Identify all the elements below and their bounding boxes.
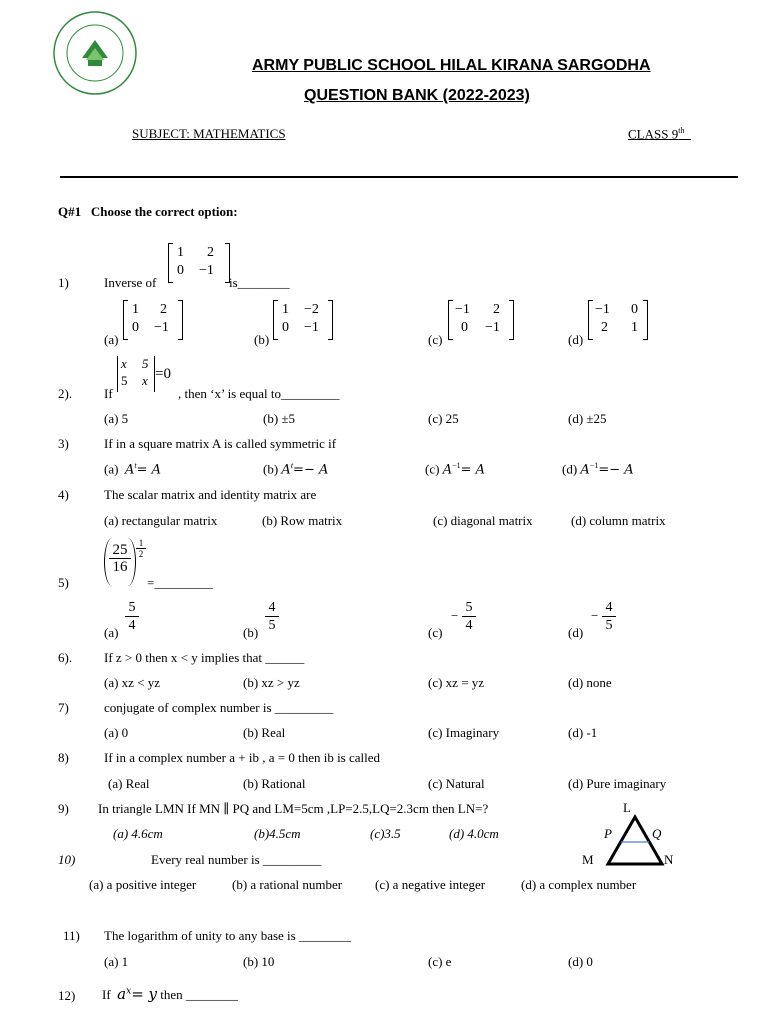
q10-option-b: (b) a rational number (232, 877, 343, 892)
q5-option-a-label: (a) (104, 625, 119, 640)
q3-number: 3) (58, 436, 69, 451)
q7-option-d: (d) -1 (568, 725, 598, 740)
q7-number: 7) (58, 700, 69, 715)
q4-option-c: (c) diagonal matrix (433, 513, 533, 528)
q4-option-a: (a) rectangular matrix (104, 513, 218, 528)
q11-option-d: (d) 0 (568, 954, 593, 969)
question-bank-title: QUESTION BANK (2022-2023) (304, 87, 530, 104)
q5-option-d-fraction: $\frac{4}{5}$ (602, 600, 616, 634)
q2-post: , then ‘x’ is equal to_________ (178, 386, 340, 401)
q6-option-c: (c) xz = yz (428, 675, 485, 690)
q3-text: If in a square matrix A is called symmetric if (104, 436, 337, 451)
q6-option-b: (b) xz > yz (243, 675, 300, 690)
q9-option-d: (d) 4.0cm (449, 826, 499, 841)
q2-option-d: (d) ±25 (568, 411, 607, 426)
q5-option-d-label: (d) (568, 625, 584, 640)
q8-number: 8) (58, 750, 69, 765)
q5-option-c-label: (c) (428, 625, 443, 640)
q1-option-d-matrix: −1 0 2 1 (588, 300, 648, 340)
q2-pre: If (104, 386, 113, 401)
q10-option-a: (a) a positive integer (89, 877, 197, 892)
header-divider (60, 176, 738, 178)
q4-option-d: (d) column matrix (571, 513, 666, 528)
q3-option-c: (c) $A^{-1}= A$ (425, 461, 486, 478)
q5-option-b-label: (b) (243, 625, 259, 640)
q4-number: 4) (58, 487, 69, 502)
triangle-label-n: N (664, 852, 674, 867)
q8-option-b: (b) Rational (243, 776, 306, 791)
q1-option-c-label: (c) (428, 332, 443, 347)
q2-option-b: (b) ±5 (263, 411, 296, 426)
q5-option-c-sign: − (451, 608, 459, 623)
q5-base-fraction: $\frac{25}{16}$ (109, 542, 131, 576)
q11-option-b: (b) 10 (243, 954, 275, 969)
q7-text: conjugate of complex number is _________ (104, 700, 334, 715)
q9-option-c: (c)3.5 (370, 826, 401, 841)
q1-option-d-label: (d) (568, 332, 584, 347)
q5-option-d-sign: − (591, 608, 599, 623)
q8-option-c: (c) Natural (428, 776, 485, 791)
q5-option-c-fraction: $\frac{5}{4}$ (462, 600, 476, 634)
q10-option-d: (d) a complex number (521, 877, 637, 892)
q2-option-a: (a) 5 (104, 411, 129, 426)
section-heading: Q#1 Choose the correct option: (58, 204, 238, 219)
school-logo (52, 10, 138, 96)
q7-option-b: (b) Real (243, 725, 286, 740)
q5-post: =_________ (147, 575, 213, 590)
triangle-label-q: Q (652, 826, 662, 841)
q5-exponent: $\frac{1}{2}$ (136, 538, 146, 559)
q2-determinant: x 5 5 x (117, 356, 155, 392)
subject-label: SUBJECT: MATHEMATICS (132, 126, 286, 141)
q2-option-c: (c) 25 (428, 411, 459, 426)
triangle-label-p: P (604, 826, 612, 841)
q5-number: 5) (58, 575, 69, 590)
q3-option-b: (b) $A^t=- A$ (263, 461, 329, 478)
triangle-label-m: M (582, 852, 594, 867)
q1-matrix: 1 2 0 −1 (168, 243, 230, 283)
q1-number: 1) (58, 275, 69, 290)
q10-option-c: (c) a negative integer (375, 877, 486, 892)
q9-number: 9) (58, 801, 69, 816)
q6-option-d: (d) none (568, 675, 612, 690)
q8-option-d: (d) Pure imaginary (568, 776, 667, 791)
q11-number: 11) (63, 928, 80, 943)
q9-option-b: (b)4.5cm (254, 826, 301, 841)
q9-text: In triangle LMN If MN ∥ PQ and LM=5cm ,LP=2.5,LQ=2.3cm then LN=? (98, 801, 489, 816)
q1-option-a-label: (a) (104, 332, 119, 347)
q7-option-a: (a) 0 (104, 725, 129, 740)
q1-post: is________ (229, 275, 290, 290)
q1-option-b-label: (b) (254, 332, 270, 347)
q11-text: The logarithm of unity to any base is ________ (104, 928, 351, 943)
q1-option-c-matrix: −1 2 0 −1 (448, 300, 514, 340)
q12-number: 12) (58, 988, 76, 1003)
q10-number: 10) (58, 852, 76, 867)
q9-option-a: (a) 4.6cm (113, 826, 163, 841)
q5-option-b-fraction: $\frac{4}{5}$ (265, 600, 279, 634)
q2-number: 2). (58, 386, 73, 401)
q1-option-a-matrix: 1 2 0 −1 (123, 300, 183, 340)
q10-text: Every real number is _________ (151, 852, 322, 867)
class-label: CLASS 9th (628, 126, 685, 142)
q8-text: If in a complex number a + ib , a = 0 then ib is called (104, 750, 381, 765)
q11-option-a: (a) 1 (104, 954, 129, 969)
q2-equals: =0 (155, 366, 171, 382)
q3-option-d: (d) $A^{-1}=- A$ (562, 461, 634, 478)
q6-option-a: (a) xz < yz (104, 675, 161, 690)
school-name: ARMY PUBLIC SCHOOL HILAL KIRANA SARGODHA (252, 57, 651, 74)
q1-pre: Inverse of (104, 275, 157, 290)
q6-text: If z > 0 then x < y implies that ______ (104, 650, 305, 665)
q4-text: The scalar matrix and identity matrix are (104, 487, 317, 502)
q5-option-a-fraction: $\frac{5}{4}$ (125, 600, 139, 634)
q3-option-a: (a) $A^t= A$ (104, 461, 161, 478)
q8-option-a: (a) Real (108, 776, 150, 791)
q6-number: 6). (58, 650, 73, 665)
triangle-label-l: L (623, 800, 631, 815)
q11-option-c: (c) e (428, 954, 452, 969)
q1-option-b-matrix: 1 −2 0 −1 (273, 300, 333, 340)
q4-option-b: (b) Row matrix (262, 513, 343, 528)
q12-expression: If $a^x= y$ then ________ (102, 985, 238, 1003)
q7-option-c: (c) Imaginary (428, 725, 500, 740)
